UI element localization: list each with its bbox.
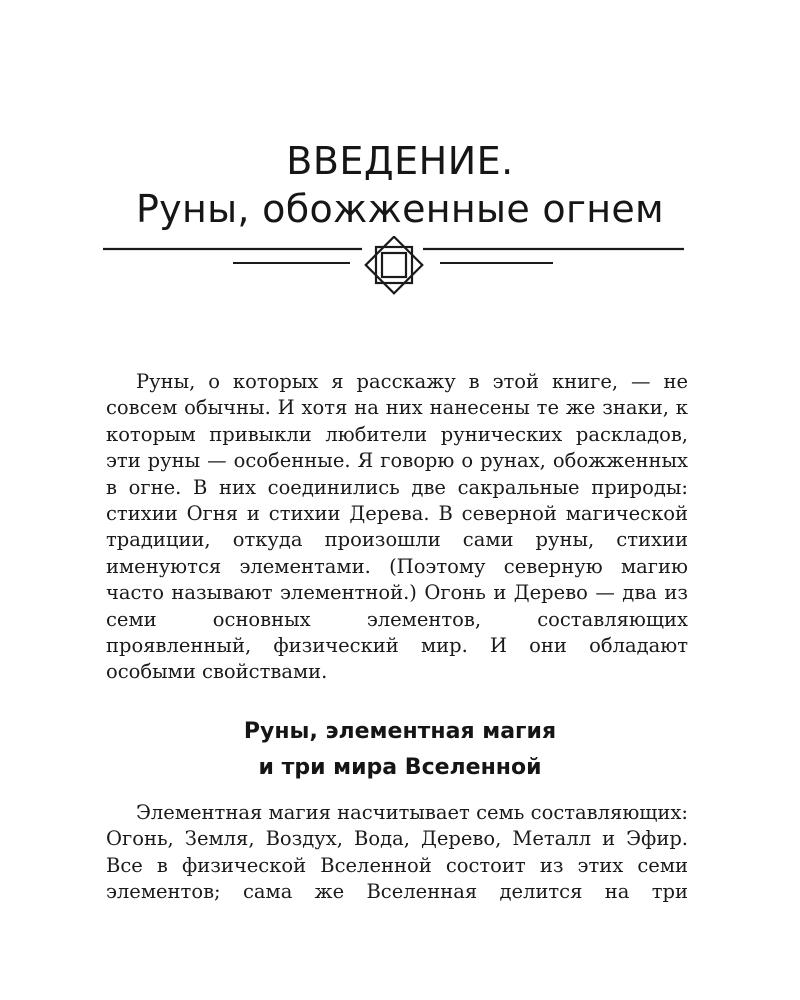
ornament-lines <box>103 249 684 263</box>
section-heading-line-1: Руны, элементная магия <box>243 719 557 744</box>
diamond-ornament-icon <box>366 237 423 294</box>
chapter-title-line-1: ВВЕДЕНИЕ. <box>286 139 514 183</box>
body-paragraph-2 <box>106 800 688 906</box>
ornament-divider <box>0 236 800 298</box>
chapter-title-line-2: Руны, обожженные огнем <box>135 187 665 231</box>
body-paragraph-1 <box>106 369 688 686</box>
paragraph-text: Руны, о которых я расскажу в этой книге, — не совсем обычны. И хотя на них нанесены те же знаки, к которым привыкли любители рунических раскладов, эти руны — особенные. Я говорю о рунах, обожженных в огне. В них соединились две сакральные природы: стихии Огня и стихии Дерева. В северной магической традиции, откуда произошли сами руны, стихии именуются элементами. (Поэтому северную магию часто называют элементной.) Огонь и Дерево — два из семи основных элементов, составляющих проявленный, физический мир. И они обладают особыми свойствами. <box>106 370 688 684</box>
section-heading-line-2: и три мира Вселенной <box>258 755 542 780</box>
paragraph-text: Элементная магия насчитывает семь составляющих: Огонь, Земля, Воздух, Вода, Дерево, Металл и Эфир. Все в физической Вселенной состоит из этих семи элементов; сама же Вселенная делится на три <box>106 801 688 904</box>
